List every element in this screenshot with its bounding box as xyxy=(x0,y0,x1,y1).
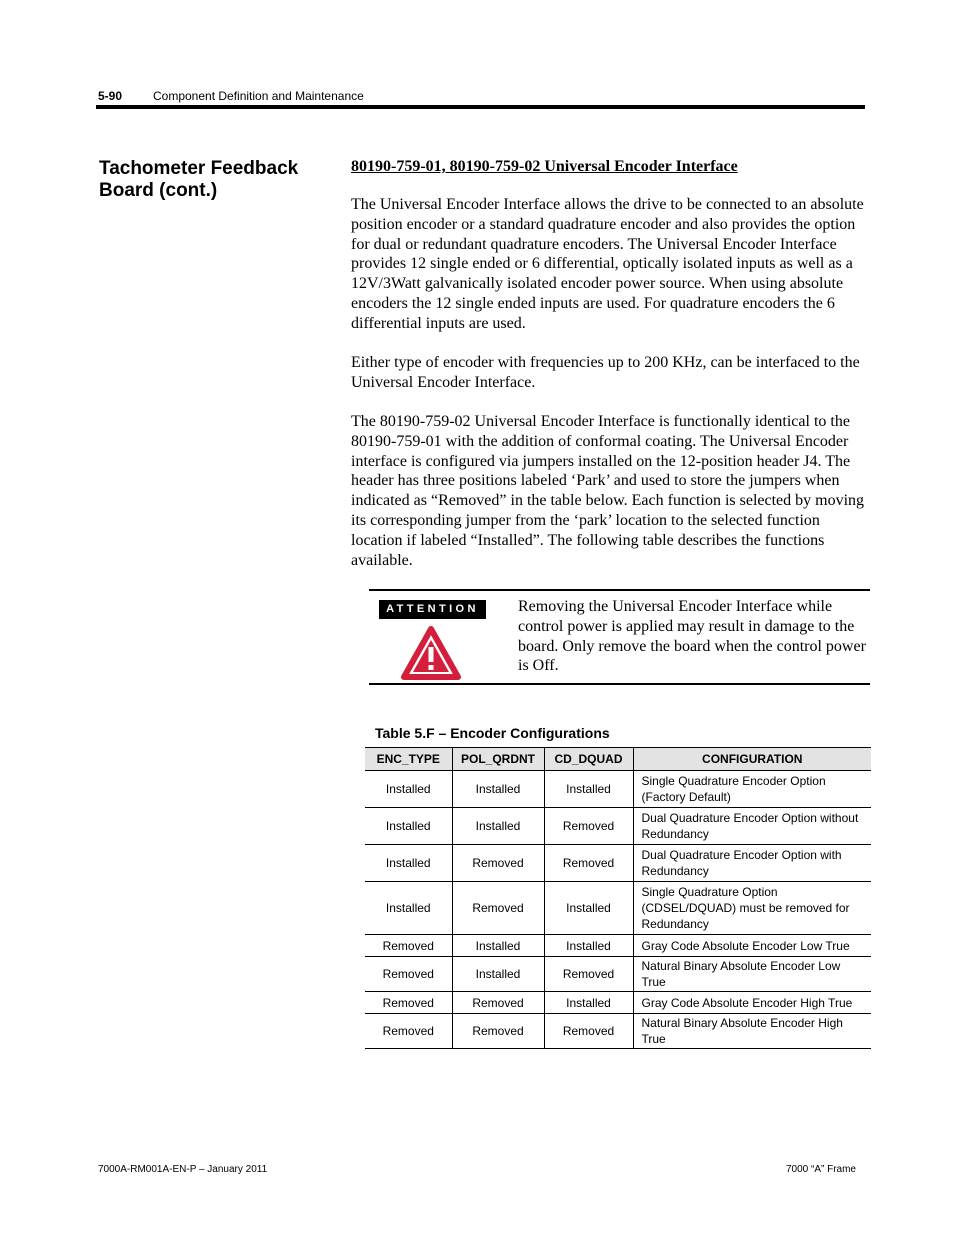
cell-enc-type: Installed xyxy=(365,771,452,808)
section-title: 80190-759-01, 80190-759-02 Universal Encoder Interface xyxy=(351,158,738,175)
table-row xyxy=(365,808,871,845)
column-header-cd-dquad: CD_DQUAD xyxy=(544,748,633,771)
paragraph-frequency: Either type of encoder with frequencies up to 200 KHz, can be interfaced to the Universal Encoder Interface. xyxy=(351,354,860,391)
cell-cd-dquad: Installed xyxy=(544,992,633,1014)
warning-triangle-icon xyxy=(401,626,461,680)
cell-pol-qrdnt: Installed xyxy=(452,957,544,992)
column-header-enc-type: ENC_TYPE xyxy=(365,748,452,771)
table-row xyxy=(365,1014,871,1049)
cell-enc-type: Installed xyxy=(365,808,452,845)
cell-configuration: Natural Binary Absolute Encoder High True xyxy=(633,1014,871,1049)
cell-pol-qrdnt: Installed xyxy=(452,808,544,845)
paragraph-intro: The Universal Encoder Interface allows the drive to be connected to an absolute position encoder or a standard quadrature encoder and also provides the option for dual or redundant quadrature encoders. The Universal Encoder Interface provides 12 single ended or 6 differential, optically isolated inputs as well as a 12V/3Watt galvanically isolated encoder power source. When using absolute encoders the 12 single ended inputs are used. For quadrature encoders the 6 differential inputs are used. xyxy=(351,196,864,332)
table-row xyxy=(365,882,871,935)
cell-pol-qrdnt: Removed xyxy=(452,992,544,1014)
attention-top-rule xyxy=(369,589,870,591)
cell-pol-qrdnt: Installed xyxy=(452,935,544,957)
cell-configuration: Natural Binary Absolute Encoder Low True xyxy=(633,957,871,992)
cell-cd-dquad: Removed xyxy=(544,957,633,992)
table-caption: Table 5.F – Encoder Configurations xyxy=(375,725,610,741)
cell-enc-type: Installed xyxy=(365,882,452,935)
cell-pol-qrdnt: Removed xyxy=(452,845,544,882)
table-row xyxy=(365,957,871,992)
table-header-row xyxy=(365,748,871,771)
footer-product-name: 7000 “A” Frame xyxy=(785,1164,856,1175)
cell-configuration: Single Quadrature Encoder Option (Factory Default) xyxy=(633,771,871,808)
table-row xyxy=(365,992,871,1014)
table-row xyxy=(365,845,871,882)
cell-configuration: Gray Code Absolute Encoder High True xyxy=(633,992,871,1014)
cell-configuration: Dual Quadrature Encoder Option with Redundancy xyxy=(633,845,871,882)
table-row xyxy=(365,935,871,957)
attention-text: Removing the Universal Encoder Interface while control power is applied may result in damage to the board. Only remove the board when the control power is Off. xyxy=(518,598,866,675)
cell-cd-dquad: Installed xyxy=(544,771,633,808)
attention-badge: ATTENTION xyxy=(379,600,486,619)
cell-configuration: Dual Quadrature Encoder Option without Redundancy xyxy=(633,808,871,845)
cell-enc-type: Removed xyxy=(365,935,452,957)
cell-pol-qrdnt: Removed xyxy=(452,1014,544,1049)
cell-enc-type: Removed xyxy=(365,992,452,1014)
encoder-config-table xyxy=(365,747,871,1049)
cell-enc-type: Removed xyxy=(365,957,452,992)
cell-cd-dquad: Installed xyxy=(544,882,633,935)
attention-bottom-rule xyxy=(369,683,870,685)
cell-configuration: Single Quadrature Option (CDSEL/DQUAD) must be removed for Redundancy xyxy=(633,882,871,935)
footer-document-id: 7000A-RM001A-EN-P – January 2011 xyxy=(98,1164,268,1175)
cell-cd-dquad: Installed xyxy=(544,935,633,957)
cell-pol-qrdnt: Installed xyxy=(452,771,544,808)
column-header-configuration: CONFIGURATION xyxy=(633,748,871,771)
cell-enc-type: Removed xyxy=(365,1014,452,1049)
paragraph-configuration: The 80190-759-02 Universal Encoder Interface is functionally identical to the 80190-759-01 with the addition of conformal coating. The Universal Encoder interface is configured via jumpers installed on the 12-position header J4. The header has three positions labeled ‘Park’ and used to store the jumpers when indicated as “Removed” in the table below. Each function is selected by moving its corresponding jumper from the ‘park’ location to the selected function location if labeled “Installed”. The following table describes the functions available. xyxy=(351,413,865,569)
cell-cd-dquad: Removed xyxy=(544,808,633,845)
cell-cd-dquad: Removed xyxy=(544,1014,633,1049)
header-rule xyxy=(96,105,865,109)
chapter-title: Component Definition and Maintenance xyxy=(153,89,364,103)
table-row xyxy=(365,771,871,808)
cell-pol-qrdnt: Removed xyxy=(452,882,544,935)
sidebar-title: Tachometer Feedback Board (cont.) xyxy=(99,158,299,201)
cell-enc-type: Installed xyxy=(365,845,452,882)
page-number: 5-90 xyxy=(98,89,123,103)
cell-cd-dquad: Removed xyxy=(544,845,633,882)
column-header-pol-qrdnt: POL_QRDNT xyxy=(452,748,544,771)
cell-configuration: Gray Code Absolute Encoder Low True xyxy=(633,935,871,957)
